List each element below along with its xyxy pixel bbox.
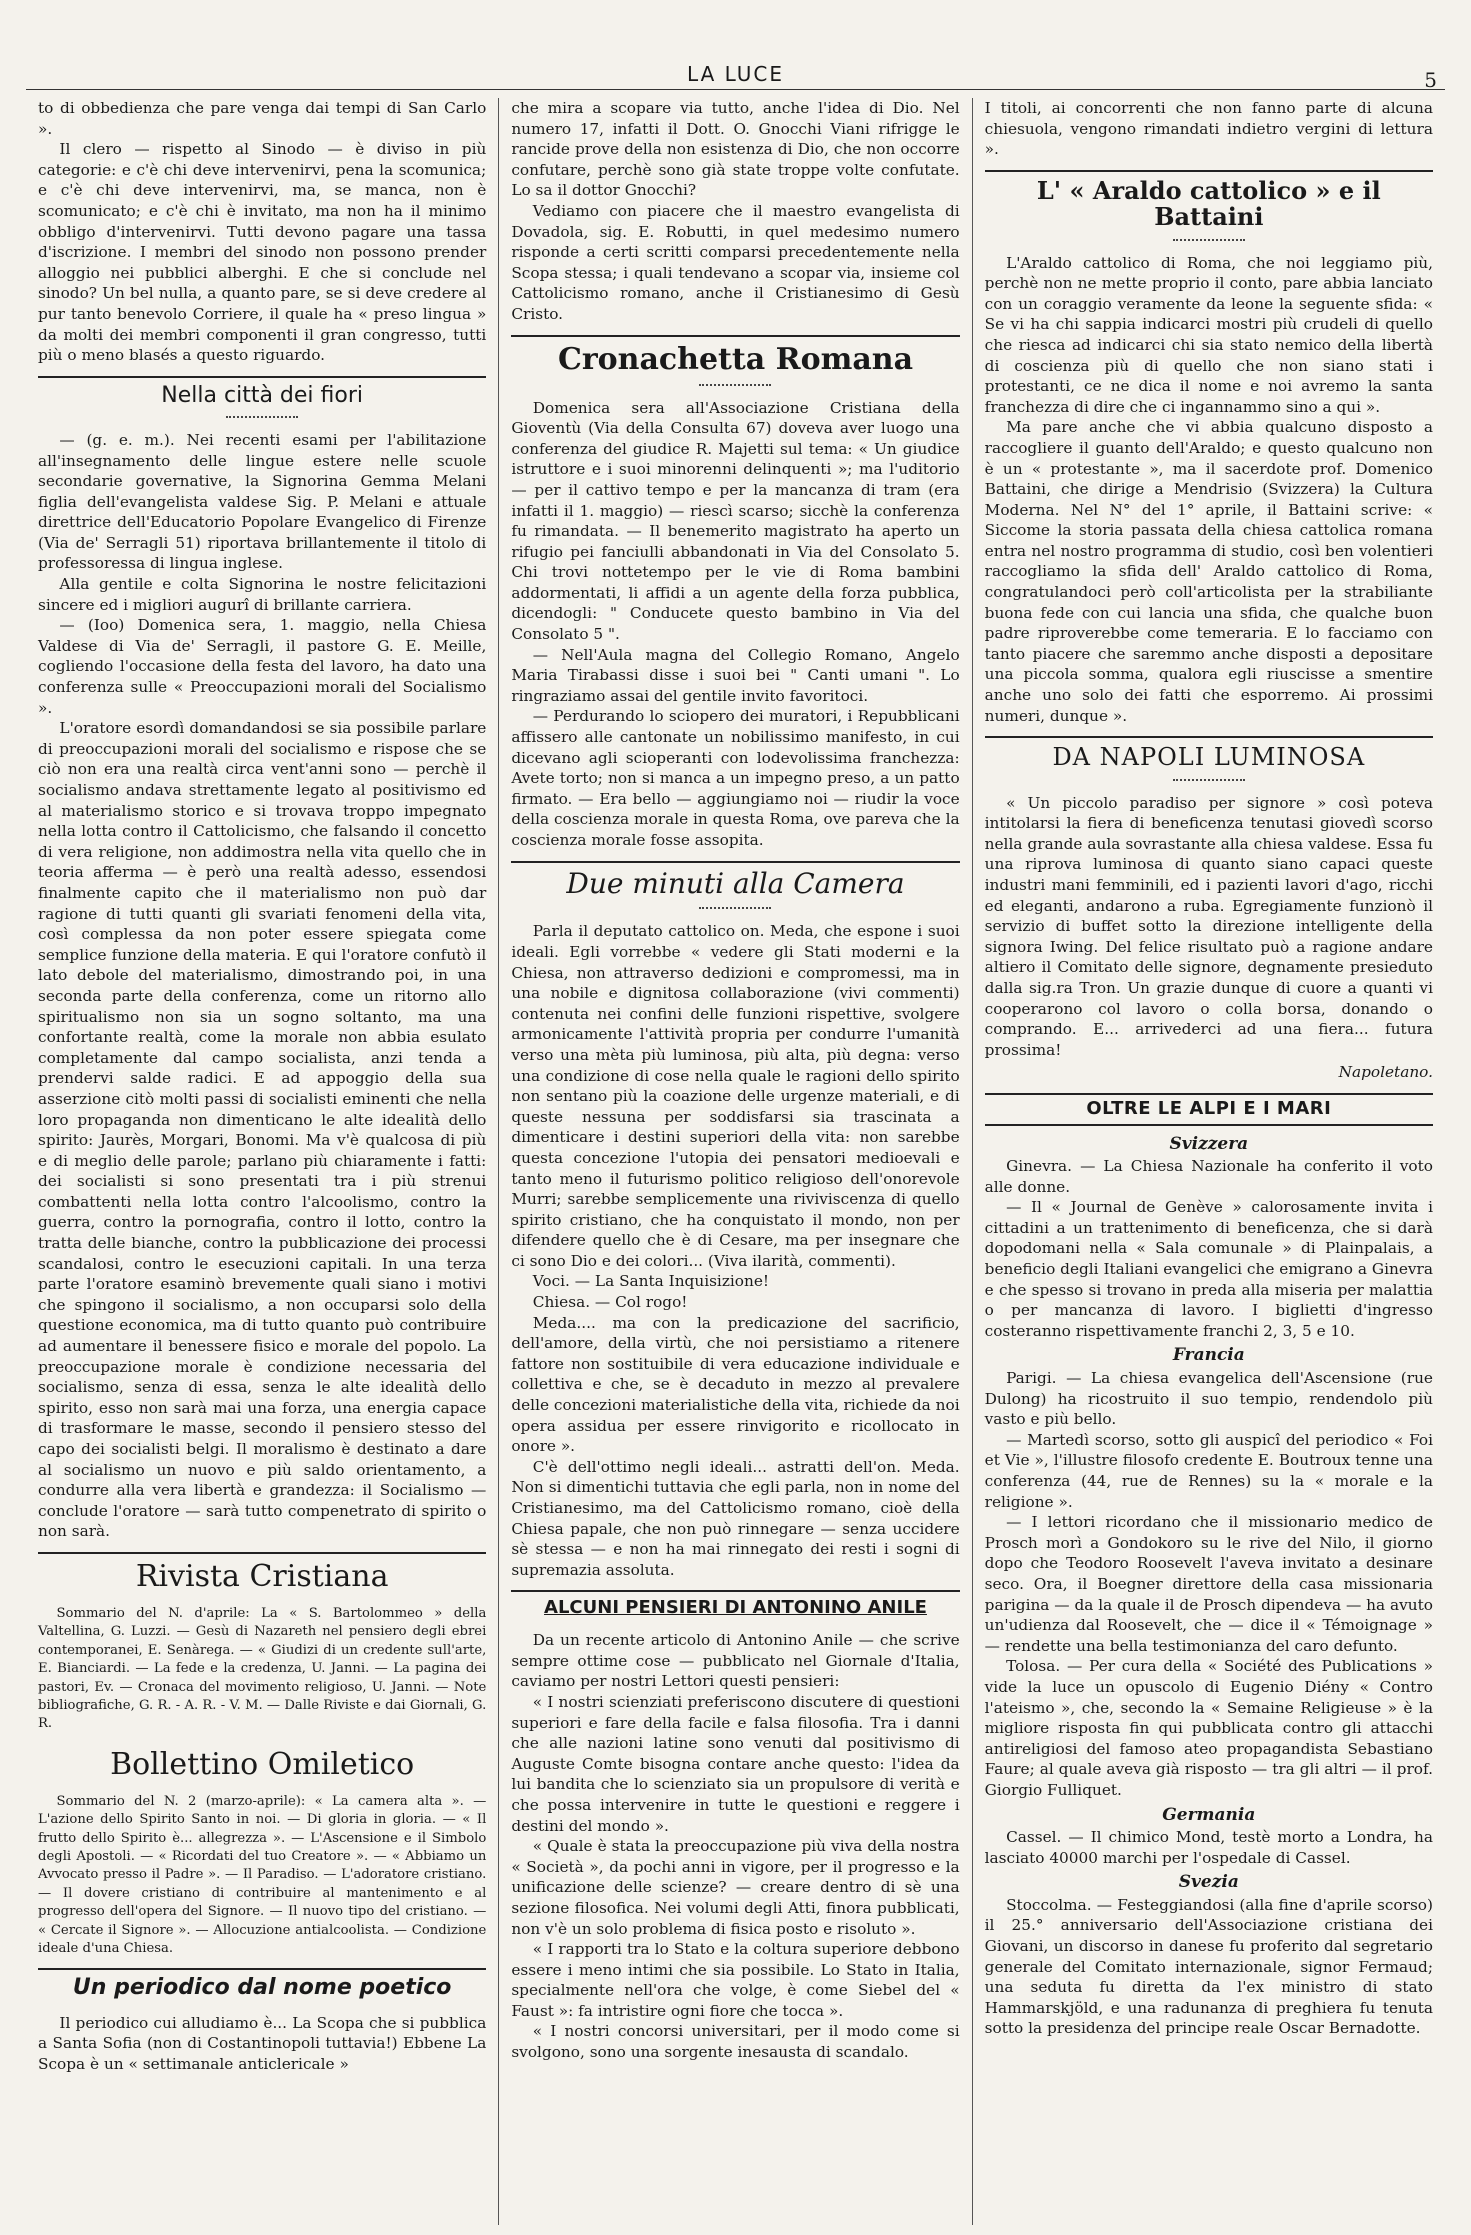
paragraph: Chiesa. — Col rogo! [532, 1293, 688, 1312]
paragraph: Alla gentile e colta Signorina le nostre felicitazioni sincere ed i migliori augurî di brillante carriera. [38, 575, 487, 614]
heading-rivista-cristiana: Rivista Cristiana [38, 1552, 486, 1597]
paragraph: Parla il deputato cattolico on. Meda, che espone i suoi ideali. Egli vorrebbe « vedere gli Stati moderni e la Chiesa, non attraverso dedizioni e compromessi, ma in una nobile e dignitosa collaborazione (vivi commenti) contenuta nei confini delle funzioni rispettive, svolgere armonicamente l'attività propria per condurre l'umanità verso una mèta più luminosa, più alta, più degna: verso una condizione di cose nella quale le ragioni dello spirito non sentano più la coazione delle urgenze materiali, e di queste nessuna per soddisfarsi sia trascinata a dimenticare i destini superiori della vita: non sarebbe questa concezione l'utopia dei pensatori medioevali e tanto meno il futurismo politico religioso dell'onorevole Murri; sarebbe semplicemente una riviviscenza di quello spirito cristiano, che ha conquistato il mondo, non per difendere quello che è di Cesare, ma per insegnare che ci sono Dio e dei colori... (Viva ilarità, commenti). [511, 922, 960, 1270]
heading-nella-citta-dei-fiori: Nella città dei fiori [38, 376, 486, 422]
heading-due-minuti-alla-camera: Due minuti alla Camera [511, 861, 959, 914]
paragraph: C'è dell'ottimo negli ideali... astratti dell'on. Meda. Non si dimentichi tuttavia che egli parla, non in nome del Cristianesimo, ma del Cattolicismo romano, cioè della Chiesa papale, che non può rinnegare — senza uccidere sè stessa — e non ha mai rinnegato dei resti i sogni di supremazia assoluta. [511, 1457, 960, 1579]
heading-oltre-le-alpi: OLTRE LE ALPI E I MARI [985, 1093, 1433, 1126]
paragraph: Voci. — La Santa Inquisizione! [532, 1272, 770, 1291]
page-number: 5 [1424, 68, 1437, 92]
heading-bollettino-omiletico: Bollettino Omiletico [110, 1746, 415, 1782]
column-2 [498, 98, 971, 2225]
paragraph: L'Araldo cattolico di Roma, che noi leggiamo più, perchè non ne mette proprio il conto, pare abbia lanciato con un coraggio veramente da leone la seguente sfida: « Se vi ha chi sappia indicarci mostri più crudeli di quello che riesca ad indicarci chi sia stato nemico della libertà di coscienza più di quello che non siano stati i protestanti, ce ne dica il nome e noi avremo la santa franchezza di dire che ci ingannammo sino a qui ». [984, 253, 1433, 416]
subheading-svizzera: Svizzera [1169, 1133, 1249, 1154]
paragraph: Parigi. — La chiesa evangelica dell'Ascensione (rue Dulong) ha ricostruito il suo tempio, rendendolo più vasto e più bello. [984, 1369, 1433, 1429]
paragraph: — Perdurando lo sciopero dei muratori, i Repubblicani affissero alle cantonate un nobilissimo manifesto, in cui dicevano agli scioperanti con lodevolissima franchezza: Avete torto; non si manca a un impegno preso, a un patto firmato. — Era bello — aggiungiamo noi — riudir la voce della coscienza morale in questa Roma, ove pareva che la coscienza morale fosse assopita. [511, 707, 960, 849]
paragraph: Sommario del N. d'aprile: La « S. Bartolommeo » della Valtellina, G. Luzzi. — Gesù di Nazareth nel pensiero degli ebrei contemporanei, E. Senàrega. — « Giudizi di un credente sull'arte, E. Bianciardi. — La fede e la credenza, U. Janni. — La pagina dei pastori, Ev. — Cronaca del movimento religioso, U. Janni. — Note bibliografiche, G. R. - A. R. - V. M. — Dalle Riviste e dai Giornali, G. R. [38, 1605, 487, 1732]
paragraph: Meda.... ma con la predicazione del sacrificio, dell'amore, della virtù, che noi persistiamo a ritenere fattore non sostituibile di vera educazione individuale e collettiva e che, se è decaduto in mezzo al prevalere delle concezioni materialistiche della vita, richiede da noi opera assidua per essere rinvigorito e ricollocato in onore ». [511, 1313, 960, 1456]
column-3 [972, 98, 1445, 2225]
paragraph: « Quale è stata la preoccupazione più viva della nostra « Società », da pochi anni in vigore, per il progresso e la unificazione delle scienze? — crearе dentro di sè una sezione filosofica. Nei volumi degli Atti, finora pubblicati, non v'è un solo problema di fisica posto e risoluto ». [511, 1837, 960, 1938]
paragraph: Sommario del N. 2 (marzo-aprile): « La camera alta ». — L'azione dello Spirito Santo in noi. — Di gloria in gloria. — « Il frutto dello Spirito è... allegrezza ». — L'Ascensione e il Simbolo degli Apostoli. — « Ricordati del tuo Creatore ». — « Abbiamo un Avvocato presso il Padre ». — Il Paradiso. — L'adoratore cristiano. — Il dovere cristiano di contribuire al mantenimento e al progresso dell'opera del Signore. — Il nuovo tipo del cristiano. — « Cercate il Signore ». — Allocuzione antialcoolista. — Condizione ideale d'una Chiesa. [38, 1793, 487, 1957]
paragraph: « I nostri scienziati preferiscono discutere di questioni superiori e fare della facile e falsa filosofia. Tra i danni che alle nazioni latine sono venuti dal positivismo di Auguste Comte bisogna contare anche questo: l'idea da lui bandita che lo scienziato sia un propulsore di verità e che possa intervenire in tutte le questioni e reggere i destini del mondo ». [511, 1692, 960, 1835]
subheading-germania: Germania [1162, 1804, 1256, 1825]
paragraph: — Il « Journal de Genève » calorosamente invita i cittadini a un trattenimento di beneficenza, che si darà dopodomani nella « Sala comunale » di Plainpalais, a beneficio degli Italiani evangelici che emigrano a Ginevra e che spesso si trovano in preda alla miseria per malattia o per mancanza di lavoro. I biglietti d'ingresso costeranno rispettivamente franchi 2, 3, 5 e 10. [984, 1198, 1433, 1340]
paragraph: Domenica sera all'Associazione Cristiana della Gioventù (Via della Consulta 67) doveva aver luogo una conferenza del giudice R. Majetti sul tema: « Un giudice istruttore e i suoi minorenni delinquenti »; ma l'uditorio — per il cattivo tempo e per la mancanza di tram (era infatti il 1. maggio) — riescì scarso; sicchè la conferenza fu rimandata. — Il benemerito magistrato ha aperto un rifugio pei fanciulli abbandonati in Via del Consolato 5. Chi trovi nottetempo per le vie di Roma bambini addormentati, li affidi a un agente della forza pubblica, dicendogli: " Conducete questo bambino in Via del Consolato 5 ". [511, 398, 960, 644]
paragraph: « I nostri concorsi universitari, per il modo come si svolgono, sono una sorgente inesausta di scandalo. [511, 2022, 960, 2062]
masthead [26, 58, 1445, 92]
heading-alcuni-pensieri-anile: ALCUNI PENSIERI DI ANTONINO ANILE [511, 1590, 959, 1622]
paragraph: « Un piccolo paradiso per signore » così poteva intitolarsi la fiera di beneficenza tenutasi giovedì scorso nella grande aula sovrastante alla chiesa valdese. Essa fu una riprova luminosa di quanto siano capaci queste industri mani femminili, ed i pazienti lavori d'ago, ricchi ed eleganti, andarono a ruba. Egregiamente funzionò il servizio di buffet sotto la direzione intelligente della signora Iwing. Del felice risultato può a ragione andare altiero il Comitato delle signore, degnamente presieduto dalla sig.ra Tron. Un grazie dunque di cuore a quanti vi cooperarono col lavoro o colla borsa, donando o comprando. E... arrivederci ad una fiera... futura prossima! [984, 793, 1433, 1059]
column-1 [26, 98, 498, 2225]
paragraph: — I lettori ricordano che il missionario medico de Prosch morì a Gondokoro su le rive del Nilo, il giorno dopo che Teodoro Roosevelt l'aveva invitato a desinare seco. Ora, il Boegner direttore della casa missionaria parigina — da la quale il de Prosch dipendeva — ha avuto un'udienza dal Roosevelt, che — dice il « Témoignage » — rendette una bella testimonianza del caro defunto. [984, 1513, 1433, 1655]
heading-cronachetta-romana: Cronachetta Romana [511, 335, 959, 390]
paragraph: Tolosa. — Per cura della « Société des Publications » vide la luce un opuscolo di Eugenio Diény « Contro l'ateismo », che, secondo la « Semaine Religieuse » è la migliore risposta fin qui pubblicata contro gli attacchi antireligiosi del famoso ateo propagandista Sebastiano Faure; al quale aveva già risposto — tra gli altri — il prof. Giorgio Fulliquet. [984, 1657, 1433, 1799]
heading-da-napoli-luminosa: DA NAPOLI LUMINOSA [985, 736, 1433, 784]
paragraph: Cassel. — Il chimico Mond, testè morto a Londra, ha lasciato 40000 marchi per l'ospedale di Cassel. [984, 1828, 1433, 1867]
paragraph: Il periodico cui alludiamo è... La Scopa che si pubblica a Santa Sofia (non di Costantinopoli tuttavia!) Ebbene La Scopa è un « settimanale anticlericale » [38, 2013, 487, 2073]
masthead-rule [26, 89, 1445, 90]
columns [26, 98, 1445, 2225]
paragraph: Ma pare anche che vi abbia qualcuno disposto a raccogliere il guanto dell'Araldo; e questo qualcuno non è un « protestante », ma il sacerdote prof. Domenico Battaini, che dirige a Mendrisio (Svizzera) la Cultura Moderna. Nel N° del 1° aprile, il Battaini scrive: « Siccome la storia passata della chiesa cattolica romana entra nel nostro programma di studio, così ben volentieri raccogliamo la sfida dell' Araldo cattolico di Roma, congratulandoci però coll'articolista per la strabiliante buona fede con cui lancia una sfida, che qualche buon padre riproverebbe come temeraria. E lo facciamo con tanto piacere che saremmo anche disposti a depositare una piccola somma, qualora egli riuscisse a smentire anche uno solo dei fatti che esporremo. Ai prossimi numeri, dunque ». [984, 418, 1433, 725]
paragraph: Vediamo con piacere che il maestro evangelista di Dovadola, sig. E. Robutti, in quel medesimo numero risponde a certi scritti comparsi precedentemente nella Scopa stessa; i quali tendevano a scopar via, insieme col Cattolicismo romano, anche il Cristianesimo di Gesù Cristo. [511, 201, 960, 323]
heading-araldo-cattolico: L' « Araldo cattolico » e il Battaini [985, 170, 1433, 245]
signature: Napoletano. [1338, 1063, 1433, 1082]
subheading-francia: Francia [1172, 1345, 1245, 1366]
paragraph: — (g. e. m.). Nei recenti esami per l'abilitazione all'insegnamento delle lingue estere nelle scuole secondarie governative, la Signorina Gemma Melani figlia dell'evangelista valdese Sig. P. Melani e attuale direttrice dell'Educatorio Popolare Evangelico di Firenze (Via de' Serragli 51) riportava brillantemente il titolo di professoressa di lingua inglese. [38, 430, 487, 573]
paragraph: Da un recente articolo di Antonino Anile — che scrive sempre ottime cose — pubblicato nel Giornale d'Italia, caviamo per nostri Lettori questi pensieri: [511, 1631, 960, 1691]
paragraph: L'oratore esordì domandandosi se sia possibile parlare di preoccupazioni morali del socialismo e rispose che se ciò non era una realtà circa vent'anni sono — perchè il socialismo andava strettamente legato al positivismo ed al materialismo storico e si trovava troppo impegnato nella lotta contro il Cattolicismo, che falsando il concetto di vera religione, non addimostra nella vita quello che in teoria afferma — è però una realtà adesso, essendosi finalmente capito che il materialismo non può dar ragione di tutti quanti gli svariati fenomeni della vita, così complessa da non poter essere spiegata come semplice funzione della materia. E qui l'oratore confutò il lato debole del materialismo, dimostrando poi, in una seconda parte della conferenza, come un ritorno allo spiritualismo non sia un sogno soltanto, ma una confortante realtà, come la morale non abbia esulato completamente dal campo socialista, anzi tenda a prendervi salde radici. E ad appoggio della sua asserzione citò molti passi di socialisti eminenti che nella loro propaganda non dimenticano le alte idealità dello spirito: Jaurès, Morgari, Bonomi. Ma v'è qualcosa di più e di meglio delle parole; parlano più chiaramente i fatti: dei socialisti si sono presentati tra i più strenui combattenti nella lotta contro l'alcoolismo, contro la guerra, contro la pornografia, contro il lotto, contro la tratta delle bianche, contro la pubblicazione dei processi scandalosi, contro le esecuzioni capitali. In una terza parte l'oratore esaminò brevemente quali siano i motivi che spingono il socialismo, a non occuparsi solo della questione economica, ma di tutto quanto può contribuire ad aumentare il benessere fisico e morale del popolo. La preoccupazione morale è condizione necessaria del socialismo, senza di essa, senza le alte idealità dello spirito, esso non sarà mai una forza, una energia capace di trasformare le masse, secondo il pensiero stesso del capo dei socialisti belgi. Il moralismo è destinato a dare al socialismo un nuovo e più saldo orientamento, a condurre alla vera libertà e grandezza: il Socialismo — conclude l'oratore — sarà tutto compenetrato di spirito o non sarà. [38, 719, 487, 1541]
paragraph: « I rapporti tra lo Stato e la coltura superiore debbono essere i meno intimi che sia possibile. Lo Stato in Italia, specialmente nell'ora che volge, è come Siebel del « Faust »: fa intristire ogni fiore che tocca ». [511, 1940, 960, 2020]
paragraph: I titoli, ai concorrenti che non fanno parte di alcuna chiesuola, vengono rimandati indietro vergini di lettura ». [984, 99, 1433, 159]
paragraph: Stoccolma. — Festeggiandosi (alla fine d'aprile scorso) il 25.° anniversario dell'Associazione cristiana dei Giovani, un discorso in danese fu proferito dal segretario generale del Comitato internazionale, signor Fermaud; una seduta fu diretta da l'ex ministro di stato Hammarskjöld, e una radunanza di preghiera fu tenuta sotto la presidenza del principe reale Oscar Bernadotte. [984, 1895, 1433, 2038]
paragraph: Ginevra. — La Chiesa Nazionale ha conferito il voto alle donne. [984, 1157, 1433, 1196]
paragraph: Il clero — rispetto al Sinodo — è diviso in più categorie: e c'è chi deve intervenirvi, pena la scomunica; e c'è chi deve intervenirvi, ma, se manca, non è scomunicato; e c'è chi è invitato, ma non ha il minimo obbligo d'intervenirvi. Tutti devono pagare una tassa d'iscrizione. I membri del sinodo non possono prender alloggio nei pubblici alberghi. E che si conclude nel sinodo? Un bel nulla, a quanto pare, se si deve credere al pur tanto benevolo Corriere, il quale ha « preso lingua » da molti dei membri componenti il gran congresso, tutti più o meno blasés a questo riguardo. [38, 140, 487, 365]
paragraph: che mira a scopare via tutto, anche l'idea di Dio. Nel numero 17, infatti il Dott. O. Gnocchi Viani rifrigge le rancide prove della non esistenza di Dio, che non occorre confutare, perchè sono già state troppe volte confutate. Lo sa il dottor Gnocchi? [511, 99, 960, 200]
newspaper-title: LA LUCE [686, 62, 785, 86]
paragraph: to di obbedienza che pare venga dai tempi di San Carlo ». [38, 99, 487, 138]
paragraph: — Nell'Aula magna del Collegio Romano, Angelo Maria Tirabassi disse i suoi bei " Canti umani ". Lo ringraziamo assai del gentile invito favoritoci. [511, 645, 960, 705]
subheading-svezia: Svezia [1178, 1872, 1239, 1893]
heading-periodico-nome-poetico: Un periodico dal nome poetico [38, 1968, 486, 2004]
paragraph: — (Ioo) Domenica sera, 1. maggio, nella Chiesa Valdese di Via de' Serragli, il pastore G. E. Meille, cogliendo l'occasione della festa del lavoro, ha dato una conferenza sulle « Preoccupazioni morali del Socialismo ». [38, 616, 487, 717]
paragraph: — Martedì scorso, sotto gli auspicî del periodico « Foi et Vie », l'illustre filosofo credente E. Boutroux tenne una conferenza (44, rue de Rennes) su la « morale e la religione ». [984, 1430, 1433, 1511]
